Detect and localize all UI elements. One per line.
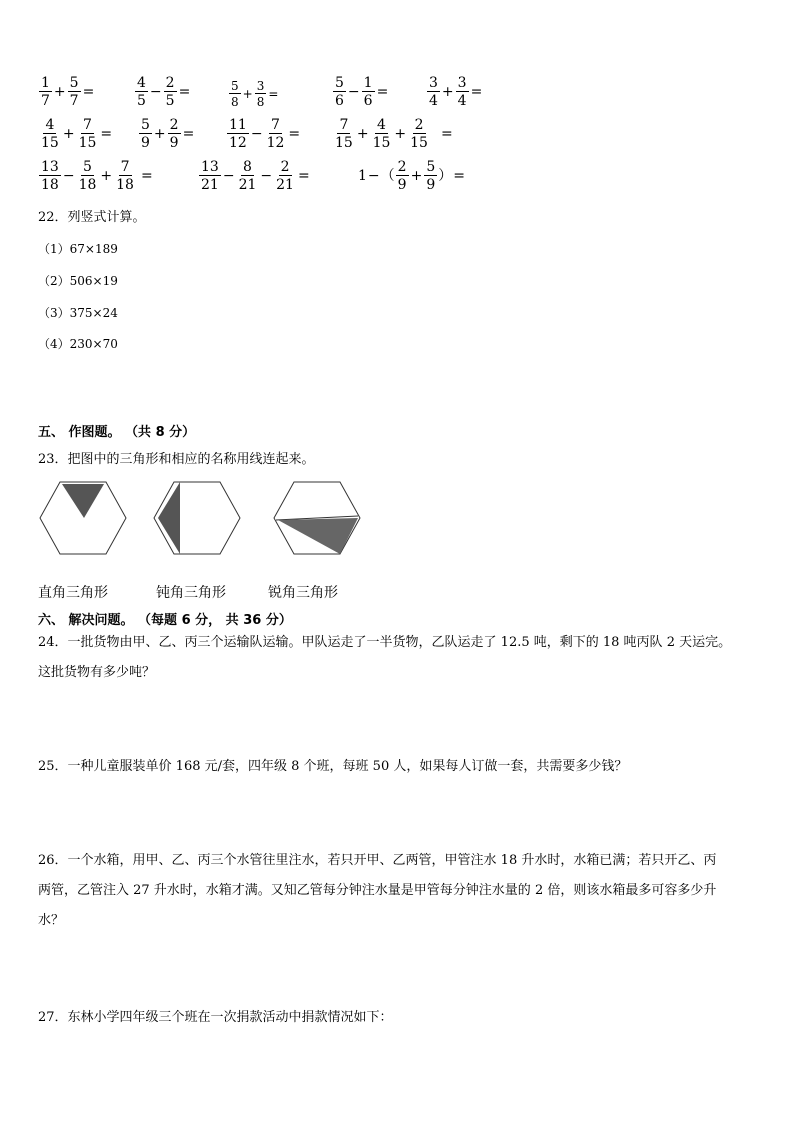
fraction-expr-r1-3: 5 8 + $\frac{3}{8}$ = bbox=[231, 79, 279, 109]
section-5-heading: 五、 作图题。 （共 8 分） bbox=[38, 425, 196, 440]
question-24 bbox=[38, 628, 794, 688]
fraction-expr-r2-3: 11 12 − $\frac{7}{12}$ = bbox=[229, 117, 301, 151]
question-25 bbox=[38, 752, 794, 782]
hexagon-right-triangle-figure bbox=[38, 478, 128, 558]
fraction-expr-r1-4: 5 6 − $\frac{1}{6}$ = bbox=[335, 75, 389, 109]
fraction-expr-r1-2: 4 5 − $\frac{2}{5}$ = bbox=[137, 75, 191, 109]
fraction-expr-r3-2: 13 21 − $\frac{8}{21}$ − $\frac{2}{21}$ = bbox=[201, 159, 310, 193]
question-26-line-2: 两管，乙管注入 27 升水时，水箱才满。又知乙管每分钟注水量是甲管每分钟注水量的 2 倍，则该水箱最多可容多少升 bbox=[38, 883, 717, 898]
question-26-line-3: 水？ bbox=[38, 913, 65, 928]
question-22-item-4: （4）230×70 bbox=[38, 337, 118, 351]
question-27 bbox=[38, 1003, 794, 1033]
fraction-expr-r3-1: 13 18 − $\frac{5}{18}$ + $\frac{7}{18}$ = bbox=[41, 159, 153, 193]
question-24-line-2: 这批货物有多少吨？ bbox=[38, 665, 156, 680]
fraction-expr-r1-1: 1 7 + $\frac{5}{7}$ = bbox=[41, 75, 95, 109]
question-22-item-3: （3）375×24 bbox=[38, 306, 118, 320]
question-22-item-2: （2）506×19 bbox=[38, 274, 118, 288]
question-25-line-1: 25．一种儿童服装单价 168 元/套，四年级 8 个班，每班 50 人，如果每人订做一套，共需要多少钱？ bbox=[38, 759, 628, 774]
question-22-item-1: （1）67×189 bbox=[38, 242, 118, 256]
fraction-expr-r2-4: 7 15 + $\frac{4}{15}$ + $\frac{2}{15}$ = bbox=[335, 117, 453, 151]
fraction-expr-r2-2: 5 9 + $\frac{2}{9}$ = bbox=[141, 117, 195, 151]
hexagon-acute-triangle-figure bbox=[272, 478, 362, 558]
question-22-title: 22．列竖式计算。 bbox=[38, 210, 146, 225]
section-6-heading: 六、 解决问题。 （每题 6 分， 共 36 分） bbox=[38, 613, 292, 628]
hexagon-obtuse-triangle-figure bbox=[152, 478, 242, 558]
question-26 bbox=[38, 846, 794, 936]
fraction-expr-r2-1: 4 15 + $\frac{7}{15}$ = bbox=[41, 117, 113, 151]
label-right-triangle: 直角三角形 bbox=[38, 585, 108, 601]
question-26-line-1: 26．一个水箱，用甲、乙、丙三个水管往里注水，若只开甲、乙两管，甲管注水 18 升水时，水箱已满；若只开乙、丙 bbox=[38, 853, 717, 868]
label-acute-triangle: 锐角三角形 bbox=[268, 585, 338, 601]
fraction-expr-r3-3: 1 − （ 2 9 + $\frac{5}{9}$ ） = bbox=[358, 159, 465, 193]
label-obtuse-triangle: 钝角三角形 bbox=[156, 585, 226, 601]
question-24-line-1: 24．一批货物由甲、乙、丙三个运输队运输。甲队运走了一半货物，乙队运走了 12.5 吨，剩下的 18 吨丙队 2 天运完。 bbox=[38, 635, 732, 650]
question-23-title: 23．把图中的三角形和相应的名称用线连起来。 bbox=[38, 452, 315, 467]
fraction-expr-r1-5: 3 4 + $\frac{3}{4}$ = bbox=[429, 75, 483, 109]
question-27-line-1: 27．东林小学四年级三个班在一次捐款活动中捐款情况如下： bbox=[38, 1010, 393, 1025]
